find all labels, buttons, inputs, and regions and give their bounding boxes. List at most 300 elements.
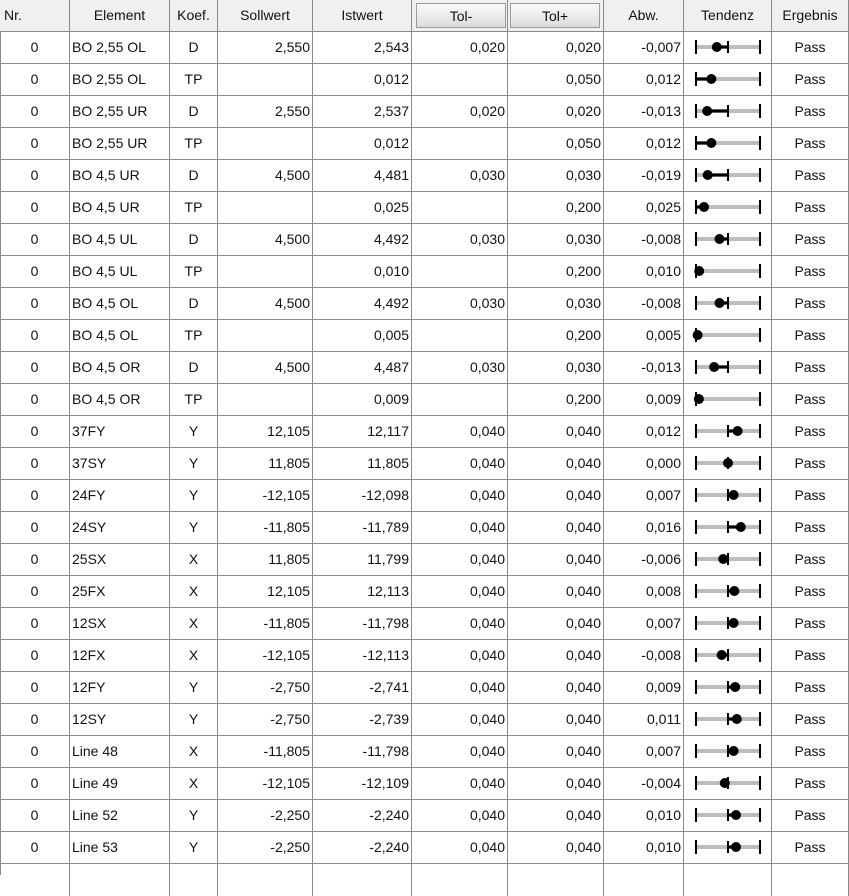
cell-tol-minus: 0,030	[412, 224, 508, 256]
cell-ergebnis: Pass	[772, 160, 849, 192]
cell-tol-minus	[412, 320, 508, 352]
cell-koef: D	[170, 352, 218, 384]
cell-element: BO 2,55 UR	[70, 96, 170, 128]
cell-istwert: 0,025	[313, 192, 412, 224]
cell-nr: 0	[0, 480, 70, 512]
cell-sollwert: 12,105	[218, 416, 313, 448]
cell-element: 37FY	[70, 416, 170, 448]
table-row[interactable]	[0, 288, 849, 320]
table-row[interactable]	[0, 384, 849, 416]
trend-deviation-dot	[733, 426, 743, 436]
column-header-element[interactable]: Element	[70, 0, 170, 32]
cell-ergebnis: Pass	[772, 288, 849, 320]
cell-tendenz	[684, 416, 772, 448]
cell-koef: TP	[170, 320, 218, 352]
cell-tol-minus: 0,040	[412, 544, 508, 576]
cell-istwert: -11,798	[313, 736, 412, 768]
cell-abw: 0,012	[604, 128, 684, 160]
partial-cell	[772, 864, 849, 896]
partial-cell	[313, 864, 412, 896]
cell-sollwert: 4,500	[218, 288, 313, 320]
trend-indicator	[688, 128, 766, 159]
table-header-row	[0, 0, 849, 32]
cell-koef: D	[170, 96, 218, 128]
trend-indicator	[688, 64, 766, 95]
cell-nr: 0	[0, 320, 70, 352]
cell-istwert: 0,012	[313, 64, 412, 96]
cell-tol-plus: 0,200	[508, 256, 604, 288]
cell-tol-plus: 0,040	[508, 672, 604, 704]
cell-tol-plus: 0,050	[508, 128, 604, 160]
cell-tendenz	[684, 32, 772, 64]
cell-koef: Y	[170, 416, 218, 448]
trend-indicator	[688, 512, 766, 543]
partial-cell	[218, 864, 313, 896]
trend-indicator	[688, 672, 766, 703]
cell-ergebnis: Pass	[772, 448, 849, 480]
cell-element: Line 49	[70, 768, 170, 800]
cell-element: BO 4,5 OL	[70, 320, 170, 352]
cell-istwert: -12,109	[313, 768, 412, 800]
trend-deviation-dot	[718, 554, 728, 564]
trend-indicator	[688, 192, 766, 223]
trend-deviation-dot	[703, 170, 713, 180]
trend-indicator	[688, 480, 766, 511]
cell-ergebnis: Pass	[772, 544, 849, 576]
cell-ergebnis: Pass	[772, 608, 849, 640]
cell-tol-plus: 0,040	[508, 640, 604, 672]
cell-nr: 0	[0, 672, 70, 704]
trend-deviation-dot	[729, 490, 739, 500]
cell-koef: TP	[170, 256, 218, 288]
cell-tendenz	[684, 576, 772, 608]
trend-indicator	[688, 256, 766, 287]
trend-indicator	[688, 640, 766, 671]
trend-indicator	[688, 576, 766, 607]
cell-tol-plus: 0,040	[508, 544, 604, 576]
table-row[interactable]	[0, 224, 849, 256]
cell-tol-minus: 0,030	[412, 288, 508, 320]
cell-tol-plus: 0,040	[508, 512, 604, 544]
cell-istwert: 0,009	[313, 384, 412, 416]
cell-element: 12FX	[70, 640, 170, 672]
table-row[interactable]	[0, 544, 849, 576]
cell-sollwert	[218, 64, 313, 96]
cell-tol-minus	[412, 128, 508, 160]
cell-abw: 0,012	[604, 416, 684, 448]
table-row[interactable]	[0, 416, 849, 448]
cell-istwert: 0,005	[313, 320, 412, 352]
cell-koef: Y	[170, 800, 218, 832]
trend-indicator	[688, 320, 766, 351]
cell-ergebnis: Pass	[772, 384, 849, 416]
cell-abw: 0,008	[604, 576, 684, 608]
cell-nr: 0	[0, 768, 70, 800]
cell-koef: Y	[170, 480, 218, 512]
cell-tol-minus: 0,040	[412, 832, 508, 864]
cell-nr: 0	[0, 640, 70, 672]
cell-nr: 0	[0, 448, 70, 480]
table-row[interactable]	[0, 512, 849, 544]
column-header-koef[interactable]: Koef.	[170, 0, 218, 32]
cell-istwert: 11,805	[313, 448, 412, 480]
cell-istwert: -11,798	[313, 608, 412, 640]
cell-koef: D	[170, 160, 218, 192]
cell-koef: X	[170, 640, 218, 672]
cell-tol-minus: 0,040	[412, 736, 508, 768]
cell-istwert: -2,240	[313, 800, 412, 832]
cell-sollwert: -11,805	[218, 608, 313, 640]
cell-sollwert: -12,105	[218, 768, 313, 800]
cell-tol-plus: 0,030	[508, 160, 604, 192]
cell-tendenz	[684, 832, 772, 864]
trend-deviation-dot	[694, 394, 704, 404]
cell-element: BO 4,5 UR	[70, 192, 170, 224]
cell-nr: 0	[0, 576, 70, 608]
cell-istwert: -2,741	[313, 672, 412, 704]
cell-tol-plus: 0,040	[508, 448, 604, 480]
cell-element: Line 53	[70, 832, 170, 864]
cell-abw: 0,009	[604, 384, 684, 416]
table-row[interactable]	[0, 320, 849, 352]
cell-abw: 0,007	[604, 608, 684, 640]
table-row[interactable]	[0, 736, 849, 768]
cell-tol-plus: 0,020	[508, 96, 604, 128]
cell-nr: 0	[0, 32, 70, 64]
cell-abw: 0,010	[604, 256, 684, 288]
cell-nr: 0	[0, 288, 70, 320]
cell-koef: TP	[170, 384, 218, 416]
table-row[interactable]	[0, 128, 849, 160]
cell-sollwert: -2,250	[218, 832, 313, 864]
cell-ergebnis: Pass	[772, 672, 849, 704]
cell-element: BO 4,5 UL	[70, 224, 170, 256]
cell-element: BO 2,55 UR	[70, 128, 170, 160]
trend-indicator	[688, 96, 766, 127]
partial-cell	[170, 864, 218, 896]
table-row[interactable]	[0, 608, 849, 640]
cell-sollwert: 4,500	[218, 224, 313, 256]
cell-ergebnis: Pass	[772, 96, 849, 128]
cell-tendenz	[684, 736, 772, 768]
table-row[interactable]	[0, 160, 849, 192]
cell-abw: 0,010	[604, 800, 684, 832]
column-header-ergebnis[interactable]: Ergebnis	[772, 0, 849, 32]
cell-tol-plus: 0,040	[508, 800, 604, 832]
trend-indicator	[688, 32, 766, 63]
cell-ergebnis: Pass	[772, 512, 849, 544]
cell-tol-minus	[412, 192, 508, 224]
cell-abw: 0,011	[604, 704, 684, 736]
cell-istwert: -12,113	[313, 640, 412, 672]
cell-sollwert: 11,805	[218, 448, 313, 480]
table-row[interactable]	[0, 640, 849, 672]
cell-tendenz	[684, 640, 772, 672]
trend-indicator	[688, 352, 766, 383]
cell-tol-plus: 0,020	[508, 32, 604, 64]
cell-abw: -0,008	[604, 640, 684, 672]
cell-istwert: -2,240	[313, 832, 412, 864]
trend-indicator	[688, 384, 766, 415]
cell-koef: X	[170, 544, 218, 576]
cell-koef: Y	[170, 672, 218, 704]
cell-tendenz	[684, 544, 772, 576]
cell-tendenz	[684, 352, 772, 384]
cell-tol-plus: 0,200	[508, 192, 604, 224]
cell-tendenz	[684, 160, 772, 192]
tol-plus-header-button[interactable]: Tol+	[510, 3, 600, 28]
cell-tol-minus: 0,040	[412, 800, 508, 832]
cell-tol-plus: 0,200	[508, 384, 604, 416]
cell-element: 24FY	[70, 480, 170, 512]
cell-nr: 0	[0, 544, 70, 576]
cell-nr: 0	[0, 384, 70, 416]
trend-indicator	[688, 704, 766, 735]
cell-ergebnis: Pass	[772, 192, 849, 224]
table-row[interactable]	[0, 832, 849, 864]
cell-tol-minus: 0,040	[412, 704, 508, 736]
table-row[interactable]	[0, 576, 849, 608]
cell-element: 37SY	[70, 448, 170, 480]
cell-koef: X	[170, 768, 218, 800]
column-header-abw[interactable]: Abw.	[604, 0, 684, 32]
cell-abw: 0,007	[604, 480, 684, 512]
cell-element: BO 4,5 OR	[70, 352, 170, 384]
cell-ergebnis: Pass	[772, 64, 849, 96]
cell-tol-plus: 0,040	[508, 608, 604, 640]
cell-koef: TP	[170, 128, 218, 160]
cell-tol-plus: 0,040	[508, 576, 604, 608]
cell-istwert: 4,492	[313, 288, 412, 320]
cell-nr: 0	[0, 512, 70, 544]
cell-nr: 0	[0, 608, 70, 640]
trend-deviation-dot	[702, 106, 712, 116]
cell-ergebnis: Pass	[772, 416, 849, 448]
cell-nr: 0	[0, 256, 70, 288]
table-row[interactable]	[0, 352, 849, 384]
partial-cell	[412, 864, 508, 896]
trend-deviation-dot	[693, 330, 703, 340]
cell-abw: -0,008	[604, 224, 684, 256]
trend-deviation-dot	[729, 618, 739, 628]
cell-tol-plus: 0,040	[508, 704, 604, 736]
table-row[interactable]	[0, 192, 849, 224]
cell-sollwert: -12,105	[218, 640, 313, 672]
cell-element: Line 52	[70, 800, 170, 832]
cell-abw: -0,013	[604, 96, 684, 128]
cell-ergebnis: Pass	[772, 352, 849, 384]
trend-deviation-dot	[731, 842, 741, 852]
trend-indicator	[688, 832, 766, 863]
trend-indicator	[688, 768, 766, 799]
table-row[interactable]	[0, 96, 849, 128]
cell-tol-minus: 0,040	[412, 576, 508, 608]
cell-element: BO 4,5 UR	[70, 160, 170, 192]
trend-indicator	[688, 288, 766, 319]
cell-koef: Y	[170, 448, 218, 480]
trend-indicator	[688, 160, 766, 191]
cell-nr: 0	[0, 192, 70, 224]
cell-tol-plus: 0,040	[508, 768, 604, 800]
cell-element: BO 2,55 OL	[70, 32, 170, 64]
column-header-tendenz[interactable]: Tendenz	[684, 0, 772, 32]
cell-istwert: -12,098	[313, 480, 412, 512]
cell-element: 12SX	[70, 608, 170, 640]
trend-deviation-dot	[699, 202, 709, 212]
cell-istwert: 2,543	[313, 32, 412, 64]
cell-ergebnis: Pass	[772, 576, 849, 608]
cell-istwert: 0,012	[313, 128, 412, 160]
cell-istwert: 11,799	[313, 544, 412, 576]
cell-sollwert: 4,500	[218, 352, 313, 384]
cell-abw: -0,007	[604, 32, 684, 64]
cell-ergebnis: Pass	[772, 224, 849, 256]
cell-koef: D	[170, 224, 218, 256]
trend-deviation-dot	[712, 42, 722, 52]
cell-koef: TP	[170, 192, 218, 224]
cell-abw: -0,008	[604, 288, 684, 320]
cell-tendenz	[684, 320, 772, 352]
trend-deviation-dot	[720, 778, 730, 788]
partial-cell	[0, 864, 70, 896]
cell-koef: X	[170, 608, 218, 640]
cell-sollwert: 12,105	[218, 576, 313, 608]
table-row[interactable]	[0, 32, 849, 64]
cell-tol-plus: 0,040	[508, 480, 604, 512]
cell-tendenz	[684, 800, 772, 832]
cell-tol-minus: 0,040	[412, 640, 508, 672]
cell-tol-plus: 0,040	[508, 736, 604, 768]
partial-cell	[684, 864, 772, 896]
cell-koef: D	[170, 32, 218, 64]
cell-tendenz	[684, 704, 772, 736]
cell-tendenz	[684, 448, 772, 480]
cell-tol-minus: 0,040	[412, 480, 508, 512]
cell-tendenz	[684, 480, 772, 512]
table-row[interactable]	[0, 64, 849, 96]
cell-tol-minus: 0,020	[412, 96, 508, 128]
trend-deviation-dot	[694, 266, 704, 276]
cell-tendenz	[684, 672, 772, 704]
cell-tol-plus: 0,030	[508, 224, 604, 256]
table-row[interactable]	[0, 672, 849, 704]
cell-istwert: 2,537	[313, 96, 412, 128]
partial-cell	[508, 864, 604, 896]
cell-sollwert	[218, 320, 313, 352]
column-header-nr[interactable]: Nr.	[0, 0, 70, 32]
trend-deviation-dot	[709, 362, 719, 372]
cell-element: Line 48	[70, 736, 170, 768]
cell-tendenz	[684, 608, 772, 640]
cell-tendenz	[684, 512, 772, 544]
cell-tol-plus: 0,200	[508, 320, 604, 352]
cell-abw: 0,000	[604, 448, 684, 480]
cell-istwert: -2,739	[313, 704, 412, 736]
cell-abw: -0,006	[604, 544, 684, 576]
cell-sollwert	[218, 192, 313, 224]
cell-ergebnis: Pass	[772, 800, 849, 832]
cell-tol-minus: 0,040	[412, 416, 508, 448]
cell-istwert: 0,010	[313, 256, 412, 288]
cell-tendenz	[684, 384, 772, 416]
cell-sollwert: -11,805	[218, 736, 313, 768]
cell-abw: 0,025	[604, 192, 684, 224]
column-header-istwert[interactable]: Istwert	[313, 0, 412, 32]
trend-deviation-dot	[729, 586, 739, 596]
cell-sollwert	[218, 256, 313, 288]
cell-koef: TP	[170, 64, 218, 96]
tol-minus-header-button[interactable]: Tol-	[416, 3, 506, 28]
cell-nr: 0	[0, 224, 70, 256]
trend-deviation-dot	[736, 522, 746, 532]
trend-indicator	[688, 800, 766, 831]
trend-deviation-dot	[723, 458, 733, 468]
cell-tendenz	[684, 256, 772, 288]
table-row[interactable]	[0, 256, 849, 288]
trend-deviation-dot	[714, 298, 724, 308]
trend-indicator	[688, 448, 766, 479]
cell-ergebnis: Pass	[772, 640, 849, 672]
trend-deviation-dot	[714, 234, 724, 244]
cell-sollwert: -2,250	[218, 800, 313, 832]
trend-deviation-dot	[730, 682, 740, 692]
trend-deviation-dot	[706, 74, 716, 84]
cell-tendenz	[684, 224, 772, 256]
cell-tendenz	[684, 96, 772, 128]
cell-abw: 0,010	[604, 832, 684, 864]
cell-tol-minus: 0,030	[412, 160, 508, 192]
cell-tol-minus: 0,040	[412, 672, 508, 704]
trend-deviation-dot	[729, 746, 739, 756]
table-row[interactable]	[0, 704, 849, 736]
cell-istwert: 4,481	[313, 160, 412, 192]
table-row[interactable]	[0, 448, 849, 480]
table-row[interactable]	[0, 768, 849, 800]
cell-abw: 0,005	[604, 320, 684, 352]
cell-tendenz	[684, 64, 772, 96]
cell-tol-minus: 0,040	[412, 768, 508, 800]
cell-tol-minus	[412, 384, 508, 416]
cell-nr: 0	[0, 128, 70, 160]
cell-ergebnis: Pass	[772, 704, 849, 736]
cell-ergebnis: Pass	[772, 736, 849, 768]
cell-element: 25SX	[70, 544, 170, 576]
cell-element: BO 4,5 UL	[70, 256, 170, 288]
cell-ergebnis: Pass	[772, 768, 849, 800]
cell-element: BO 2,55 OL	[70, 64, 170, 96]
cell-ergebnis: Pass	[772, 32, 849, 64]
cell-element: 12SY	[70, 704, 170, 736]
cell-tol-plus: 0,040	[508, 832, 604, 864]
table-row[interactable]	[0, 480, 849, 512]
cell-nr: 0	[0, 96, 70, 128]
cell-element: BO 4,5 OL	[70, 288, 170, 320]
table-row[interactable]	[0, 800, 849, 832]
cell-sollwert: 2,550	[218, 96, 313, 128]
cell-tol-minus: 0,040	[412, 512, 508, 544]
cell-tendenz	[684, 768, 772, 800]
cell-element: 12FY	[70, 672, 170, 704]
cell-tendenz	[684, 192, 772, 224]
cell-abw: 0,007	[604, 736, 684, 768]
cell-abw: -0,019	[604, 160, 684, 192]
cell-tol-plus: 0,030	[508, 288, 604, 320]
partial-table-row	[0, 864, 849, 875]
column-header-sollwert[interactable]: Sollwert	[218, 0, 313, 32]
cell-koef: X	[170, 736, 218, 768]
cell-istwert: 12,117	[313, 416, 412, 448]
trend-deviation-dot	[706, 138, 716, 148]
